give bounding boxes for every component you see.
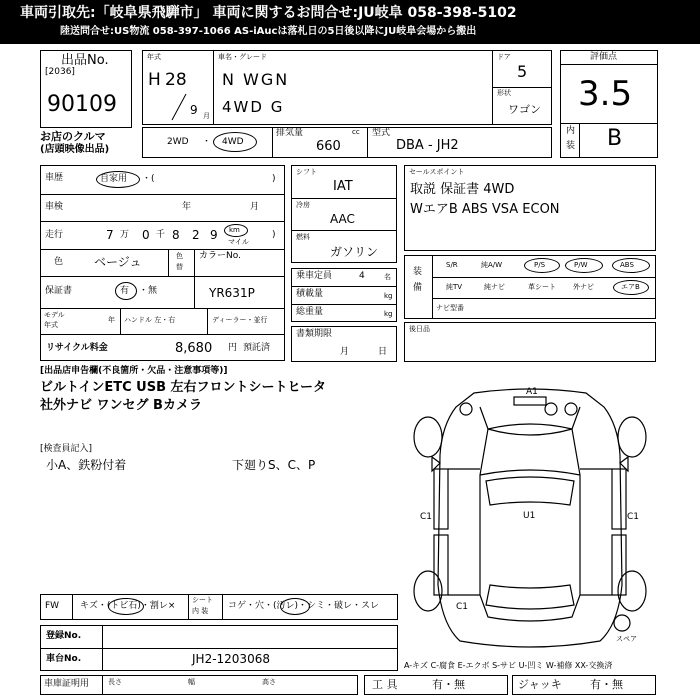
equipment-label1: 装 xyxy=(413,267,423,277)
warranty-value: 有 xyxy=(120,286,130,296)
color-value: ベージュ xyxy=(94,255,142,269)
header-title: 車両引取先:「岐阜県飛騨市」 車両に関するお問合せ:JU岐阜 058-398-5102 xyxy=(20,5,517,21)
fw-label: FW xyxy=(45,601,60,611)
score-value: 3.5 xyxy=(578,74,633,114)
equip-extnav: 外ナビ xyxy=(573,283,594,291)
rear-label: 後日品 xyxy=(409,325,430,333)
lot-box xyxy=(40,50,132,128)
docs-day: 日 xyxy=(378,347,388,357)
year-slash xyxy=(168,92,188,122)
interior-label2: 装 xyxy=(566,141,576,151)
notes-line2: 社外ナビ ワンセグ Bカメラ xyxy=(40,398,202,413)
capacity-value: 4 xyxy=(359,271,365,281)
fuel-label: 燃料 xyxy=(296,233,310,241)
certificate-width: 幅 xyxy=(188,678,195,686)
car-diagram xyxy=(404,385,656,657)
diagram-a1: A1 xyxy=(526,387,538,397)
recycle-unit: 円 xyxy=(228,343,238,353)
header-subtitle: 陸送問合せ:US物流 058-397-1066 AS-iAucは落札日の5日後以降にJU岐阜会場から搬出 xyxy=(60,26,477,37)
color-change1: 色 xyxy=(176,252,183,260)
year-month: 9 xyxy=(190,103,198,117)
color-change2: 替 xyxy=(176,263,183,271)
mileage-close: ) xyxy=(272,230,276,240)
year-era: H xyxy=(148,70,161,90)
docs-label: 書類期限 xyxy=(296,329,333,339)
score-label: 評価点 xyxy=(590,52,618,62)
sales-point-label: セールスポイント xyxy=(409,168,465,176)
mileage-d5: 2 xyxy=(192,228,200,242)
load-label: 積載量 xyxy=(296,289,324,299)
model-label: 型式 xyxy=(372,128,391,138)
mileage-d6: 9 xyxy=(210,228,218,242)
damage-legend: A-キズ C-腐食 E-エクボ S-サビ U-凹ミ W-補修 XX-交換済 xyxy=(404,661,613,670)
warranty-sep: ・無 xyxy=(139,286,158,296)
load-unit: kg xyxy=(384,292,393,300)
interior-row-text: コゲ・穴・(汚レ)・シミ・破レ・スレ xyxy=(228,601,380,611)
gross-unit: kg xyxy=(384,310,393,318)
inspector-label: [検査員記入] xyxy=(40,444,93,454)
docs-month: 月 xyxy=(340,347,350,357)
drive-2wd: 2WD xyxy=(167,137,189,147)
drive-4wd: 4WD xyxy=(222,137,244,147)
warranty-label: 保証書 xyxy=(45,286,73,296)
mileage-d1: 万 xyxy=(120,230,130,240)
model-year-label1: モデル xyxy=(44,311,65,319)
mileage-d3: 千 xyxy=(156,230,166,240)
chassis-label: 車台No. xyxy=(46,654,82,664)
car-name-label: 車名・グレード xyxy=(218,53,267,61)
tools-value: 有・無 xyxy=(432,678,465,691)
year-label: 年式 xyxy=(147,53,161,61)
diagram-c1-right: C1 xyxy=(627,512,640,522)
diagram-c1-left: C1 xyxy=(420,512,433,522)
sales-point-line1: 取説 保証書 4WD xyxy=(410,182,515,197)
interior-row-label2: 内 装 xyxy=(192,607,209,615)
mileage-label: 走行 xyxy=(45,230,64,240)
equip-leather: 革シート xyxy=(528,283,556,291)
jack-value: 有・無 xyxy=(590,678,623,691)
equip-abs: ABS xyxy=(620,261,634,269)
history-sep: ・( xyxy=(142,174,155,184)
certificate-height: 高さ xyxy=(262,678,276,686)
lot-label: 出品No. xyxy=(61,53,109,68)
equip-nav: 純ナビ xyxy=(484,283,505,291)
equip-pw: P/W xyxy=(574,261,588,269)
model-value: DBA - JH2 xyxy=(396,138,459,153)
displacement-unit: cc xyxy=(352,128,360,136)
car-name: N WGN xyxy=(222,70,290,89)
equip-aw: 純A/W xyxy=(481,261,503,269)
lot-number: 90109 xyxy=(47,92,117,117)
car-grade: 4WD G xyxy=(222,98,285,116)
interior-label1: 内 xyxy=(566,126,576,136)
fuel-value: ガソリン xyxy=(330,245,379,259)
inspector-left: 小A、鉄粉付着 xyxy=(46,458,127,472)
certificate-length: 長さ xyxy=(108,678,122,686)
notes-label: [出品店申告欄(不良箇所・欠品・注意事項等)] xyxy=(40,366,228,376)
recycle-note: 預託済 xyxy=(243,343,271,353)
registration-label: 登録No. xyxy=(46,631,82,641)
lot-subno: [2036] xyxy=(45,67,75,77)
mileage-d4: 8 xyxy=(172,228,180,242)
certificate-label: 車庫証明用 xyxy=(44,679,90,689)
model-year-handle: ハンドル 左・右 xyxy=(124,316,176,324)
mileage-km: km xyxy=(229,226,240,234)
recycle-label: リサイクル料金 xyxy=(46,343,108,353)
model-year-year: 年 xyxy=(108,316,115,324)
diagram-spare: スペア xyxy=(616,635,637,643)
recycle-value: 8,680 xyxy=(175,341,213,356)
shift-value: IAT xyxy=(333,179,353,194)
equip-ps: P/S xyxy=(534,261,546,269)
history-value: 自家用 xyxy=(100,174,128,184)
shop-note: お店のクルマ xyxy=(40,130,106,143)
rear-box xyxy=(404,322,656,362)
header-banner xyxy=(0,0,700,44)
model-year-label2: 年式 xyxy=(44,321,58,329)
gross-label: 総重量 xyxy=(296,307,324,317)
equip-airbag: エアB xyxy=(621,283,640,291)
doors-label: ドア xyxy=(497,53,511,61)
mileage-d2: 0 xyxy=(142,228,150,242)
color-no: YR631P xyxy=(209,286,255,300)
interior-value: B xyxy=(607,126,623,151)
displacement-label: 排気量 xyxy=(276,128,304,138)
doors-value: 5 xyxy=(517,62,528,81)
inspection-month: 月 xyxy=(250,202,260,212)
model-year-dealer: ディーラー・並行 xyxy=(212,316,268,324)
jack-label: ジャッキ xyxy=(518,678,562,691)
capacity-unit: 名 xyxy=(384,273,391,281)
color-label: 色 xyxy=(54,257,64,267)
shape-value: ワゴン xyxy=(508,103,541,116)
fw-text: キズ・(トビ石)・割レ× xyxy=(80,601,176,611)
interior-row-label1: シート xyxy=(192,596,213,604)
chassis-value: JH2-1203068 xyxy=(192,652,270,666)
diagram-u1: U1 xyxy=(523,511,536,521)
mileage-d0: 7 xyxy=(106,228,114,242)
tools-label: 工 具 xyxy=(372,678,398,691)
drive-dot: ・ xyxy=(202,137,212,147)
sales-point-line2: WエアB ABS VSA ECON xyxy=(410,202,560,217)
inspection-year: 年 xyxy=(182,202,192,212)
history-close: ) xyxy=(272,174,276,184)
inspection-label: 車検 xyxy=(45,202,64,212)
shop-note-sub: (店頭映像出品) xyxy=(40,144,110,155)
diagram-c1-bottom: C1 xyxy=(456,602,469,612)
equipment-label2: 備 xyxy=(413,283,423,293)
notes-line1: ビルトインETC USB 左右フロントシートヒータ xyxy=(40,380,326,395)
year-month-unit: 月 xyxy=(203,112,210,120)
aircon-label: 冷房 xyxy=(296,201,310,209)
mileage-mile: マイル xyxy=(228,238,249,246)
nav-model-label: ナビ型番 xyxy=(436,304,464,312)
inspector-right: 下廻りS、C、P xyxy=(232,458,316,472)
color-no-label: カラーNo. xyxy=(199,251,241,261)
shift-label: シフト xyxy=(296,168,317,176)
year-value: 28 xyxy=(165,70,187,90)
history-label: 車歴 xyxy=(45,173,64,183)
equip-sr: S/R xyxy=(446,261,458,269)
shape-label: 形状 xyxy=(497,89,511,97)
aircon-value: AAC xyxy=(330,212,355,226)
capacity-label: 乗車定員 xyxy=(296,271,333,281)
displacement-value: 660 xyxy=(316,139,341,154)
equip-tv: 純TV xyxy=(446,283,463,291)
